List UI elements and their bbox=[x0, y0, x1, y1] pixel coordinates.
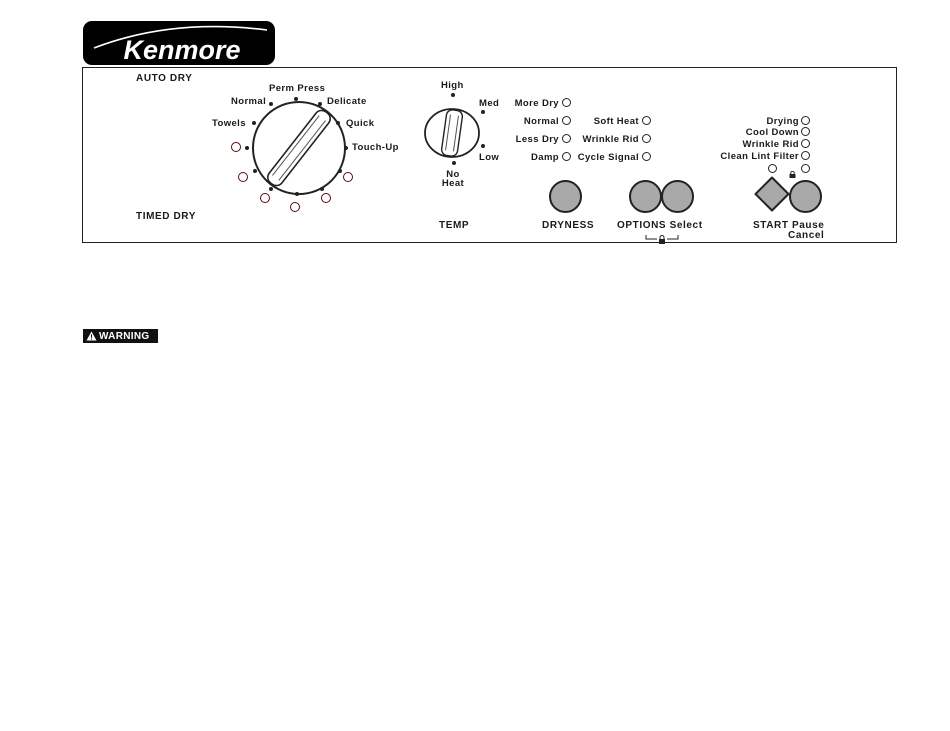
status-cool-down: Cool Down bbox=[745, 127, 799, 138]
dryness-button[interactable] bbox=[549, 180, 582, 213]
logo-text: Kenmore bbox=[123, 35, 241, 65]
cycle-normal: Normal bbox=[231, 96, 267, 107]
cycle-dial[interactable] bbox=[251, 100, 347, 196]
dryness-led bbox=[562, 98, 571, 107]
cycle-dot bbox=[295, 192, 299, 196]
temp-dial[interactable] bbox=[424, 108, 480, 158]
temp-heat: Heat bbox=[441, 178, 465, 189]
temp-dot bbox=[481, 144, 485, 148]
status-led bbox=[801, 151, 810, 160]
warning-triangle-icon bbox=[86, 331, 97, 341]
cycle-towels: Towels bbox=[212, 118, 246, 129]
temp-med: Med bbox=[479, 98, 500, 109]
option-led bbox=[642, 152, 651, 161]
warning-text: WARNING bbox=[99, 330, 150, 342]
control-panel bbox=[82, 67, 897, 243]
pause-cancel-button[interactable] bbox=[789, 180, 822, 213]
cycle-dot bbox=[269, 187, 273, 191]
temp-no: No bbox=[446, 169, 460, 180]
cycle-dot bbox=[344, 146, 348, 150]
timed-dry-label: TIMED DRY bbox=[136, 211, 197, 222]
cycle-dot bbox=[336, 121, 340, 125]
option-cycle-signal: Cycle Signal bbox=[577, 152, 639, 163]
temp-dot bbox=[451, 93, 455, 97]
cycle-perm-press: Perm Press bbox=[269, 83, 326, 94]
cycle-dot bbox=[318, 102, 322, 106]
timed-dry-indicator bbox=[231, 142, 241, 152]
lock-icon bbox=[789, 165, 796, 172]
option-led bbox=[642, 116, 651, 125]
cycle-delicate: Delicate bbox=[327, 96, 367, 107]
dryness-normal: Normal bbox=[523, 116, 559, 127]
temp-label: TEMP bbox=[439, 220, 470, 231]
cycle-dot bbox=[338, 169, 342, 173]
status-led bbox=[801, 127, 810, 136]
options-button[interactable] bbox=[629, 180, 662, 213]
cycle-dot bbox=[269, 102, 273, 106]
start-pause-label: START Pause bbox=[753, 220, 825, 231]
cycle-dot bbox=[294, 97, 298, 101]
dryness-damp: Damp bbox=[531, 152, 559, 163]
cycle-dot bbox=[253, 169, 257, 173]
status-wrinkle-rid: Wrinkle Rid bbox=[742, 139, 799, 150]
warning-label bbox=[83, 329, 158, 343]
status-led bbox=[801, 139, 810, 148]
dryness-less-dry: Less Dry bbox=[515, 134, 559, 145]
timed-dry-indicator bbox=[260, 193, 270, 203]
option-led bbox=[642, 134, 651, 143]
start-button[interactable] bbox=[754, 176, 790, 212]
option-wrinkle-rid: Wrinkle Rid bbox=[582, 134, 639, 145]
lock-led bbox=[801, 164, 810, 173]
timed-dry-indicator bbox=[238, 172, 248, 182]
temp-low: Low bbox=[479, 152, 500, 163]
start-led bbox=[768, 164, 777, 173]
select-button[interactable] bbox=[661, 180, 694, 213]
status-clean-lint-filter: Clean Lint Filter bbox=[720, 151, 799, 162]
status-drying: Drying bbox=[766, 116, 799, 127]
timed-dry-indicator bbox=[343, 172, 353, 182]
status-led bbox=[801, 116, 810, 125]
control-lock-bracket bbox=[645, 231, 679, 240]
cycle-quick: Quick bbox=[346, 118, 375, 129]
dryness-label: DRYNESS bbox=[542, 220, 595, 231]
cycle-dot bbox=[245, 146, 249, 150]
auto-dry-label: AUTO DRY bbox=[136, 73, 193, 84]
dryness-more-dry: More Dry bbox=[514, 98, 559, 109]
timed-dry-indicator bbox=[321, 193, 331, 203]
temp-high: High bbox=[441, 80, 464, 91]
cycle-dot bbox=[320, 187, 324, 191]
cycle-touch-up: Touch-Up bbox=[352, 142, 399, 153]
option-soft-heat: Soft Heat bbox=[593, 116, 639, 127]
timed-dry-indicator bbox=[290, 202, 300, 212]
kenmore-logo bbox=[82, 20, 276, 66]
cancel-label: Cancel bbox=[788, 230, 825, 241]
temp-dot bbox=[452, 161, 456, 165]
temp-dot bbox=[481, 110, 485, 114]
options-select-label: OPTIONS Select bbox=[617, 220, 703, 231]
cycle-dot bbox=[252, 121, 256, 125]
